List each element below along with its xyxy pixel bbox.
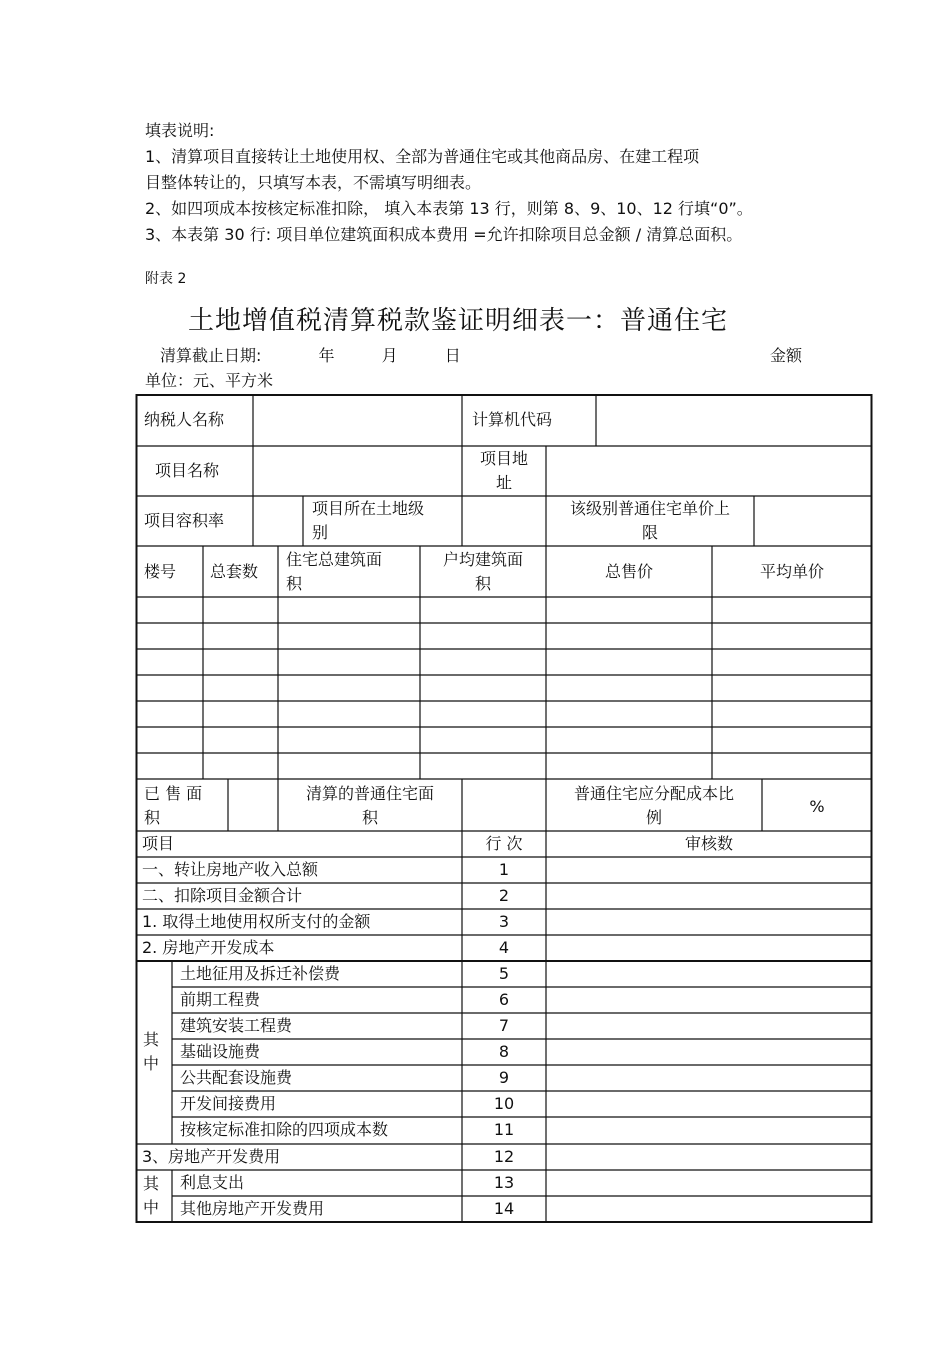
land-grade-label: 项目所在土地级 别 <box>312 499 425 542</box>
header-avg-price: 平均单价 <box>759 562 824 581</box>
header-total-units: 总套数 <box>210 562 259 581</box>
project-name-field[interactable] <box>254 447 461 495</box>
item-row-14: 14 <box>493 1199 515 1218</box>
item-label-4: 2. 房地产开发成本 <box>142 938 275 957</box>
group-label-dev-cost: 其 中 <box>143 1030 160 1073</box>
header-avg-area: 户均建筑面 积 <box>442 550 523 593</box>
instruction-3: 3、本表第 30 行: 项目单位建筑面积成本费用 =允许扣除项目总金额 / 清算总面积。 <box>145 225 743 244</box>
item-row-10: 10 <box>493 1094 515 1113</box>
group-label-dev-expense: 其 中 <box>143 1174 160 1217</box>
item-label-13: 利息支出 <box>180 1173 245 1192</box>
item-row-6: 6 <box>498 990 510 1009</box>
instruction-2: 2、如四项成本按核定标准扣除， 填入本表第 13 行，则第 8、9、10、12 行填“0”。 <box>145 199 753 218</box>
cleared-area-label: 清算的普通住宅面 积 <box>305 784 434 827</box>
item-label-3: 1. 取得土地使用权所支付的金额 <box>142 912 371 931</box>
plot-ratio-field[interactable] <box>254 497 302 545</box>
item-row-2: 2 <box>498 886 510 905</box>
audit-header: 审核数 <box>684 834 733 853</box>
price-cap-field[interactable] <box>755 497 871 545</box>
item-label-8: 基础设施费 <box>180 1042 261 1061</box>
header-building-no: 楼号 <box>144 562 177 581</box>
day-label: 日 <box>444 346 461 365</box>
item-label-14: 其他房地产开发费用 <box>180 1199 325 1218</box>
item-label-7: 建筑安装工程费 <box>180 1016 293 1035</box>
sold-area-label: 已 售 面 积 <box>144 784 203 827</box>
amount-label: 金额 <box>770 346 803 365</box>
computer-code-label: 计算机代码 <box>472 410 553 429</box>
item-row-3: 3 <box>498 912 510 931</box>
month-label: 月 <box>381 346 398 365</box>
date-label: 清算截止日期: <box>160 346 262 365</box>
item-row-8: 8 <box>498 1042 510 1061</box>
price-cap-label: 该级别普通住宅单价上 限 <box>569 499 730 542</box>
item-label-1: 一、转让房地产收入总额 <box>142 860 319 879</box>
unit-label: 单位：元、平方米 <box>145 371 274 390</box>
header-total-area: 住宅总建筑面 积 <box>286 550 383 593</box>
item-row-13: 13 <box>493 1173 515 1192</box>
item-label-12: 3、房地产开发费用 <box>142 1147 281 1166</box>
item-label-6: 前期工程费 <box>180 990 261 1009</box>
item-row-9: 9 <box>498 1068 510 1087</box>
instructions-heading: 填表说明: <box>145 121 215 140</box>
instruction-1-cont: 目整体转让的，只填写本表，不需填写明细表。 <box>145 173 482 192</box>
row-header: 行 次 <box>485 834 523 853</box>
item-label-11: 按核定标准扣除的四项成本数 <box>180 1120 389 1139</box>
cost-ratio-label: 普通住宅应分配成本比 例 <box>573 784 734 827</box>
plot-ratio-label: 项目容积率 <box>144 511 225 530</box>
item-label-2: 二、扣除项目金额合计 <box>142 886 303 905</box>
land-grade-field[interactable] <box>463 497 545 545</box>
sold-area-field[interactable] <box>229 780 277 830</box>
instruction-1: 1、清算项目直接转让土地使用权、全部为普通住宅或其他商品房、在建工程项 <box>145 147 700 166</box>
date-line <box>160 343 461 366</box>
item-row-12: 12 <box>493 1147 515 1166</box>
appendix-label: 附表 2 <box>145 271 187 287</box>
project-name-label: 项目名称 <box>155 461 220 480</box>
taxpayer-name-field[interactable] <box>254 396 461 445</box>
item-row-11: 11 <box>493 1120 515 1139</box>
item-row-7: 7 <box>498 1016 510 1035</box>
page-title: 土地增值税清算税款鉴证明细表一：普通住宅 <box>188 306 729 336</box>
project-address-label: 项目地 址 <box>479 449 528 492</box>
item-row-5: 5 <box>498 964 510 983</box>
item-header: 项目 <box>142 834 175 853</box>
header-total-price: 总售价 <box>604 562 653 581</box>
item-label-5: 土地征用及拆迁补偿费 <box>180 964 341 983</box>
computer-code-field[interactable] <box>597 396 871 445</box>
instructions <box>145 118 753 248</box>
taxpayer-name-label: 纳税人名称 <box>144 410 225 429</box>
year-label: 年 <box>318 346 335 365</box>
item-label-10: 开发间接费用 <box>180 1094 277 1113</box>
item-row-4: 4 <box>498 938 510 957</box>
cleared-area-field[interactable] <box>463 780 545 830</box>
percent-sign: % <box>809 797 825 816</box>
project-address-field[interactable] <box>547 447 871 495</box>
item-row-1: 1 <box>498 860 510 879</box>
item-label-9: 公共配套设施费 <box>180 1068 293 1087</box>
